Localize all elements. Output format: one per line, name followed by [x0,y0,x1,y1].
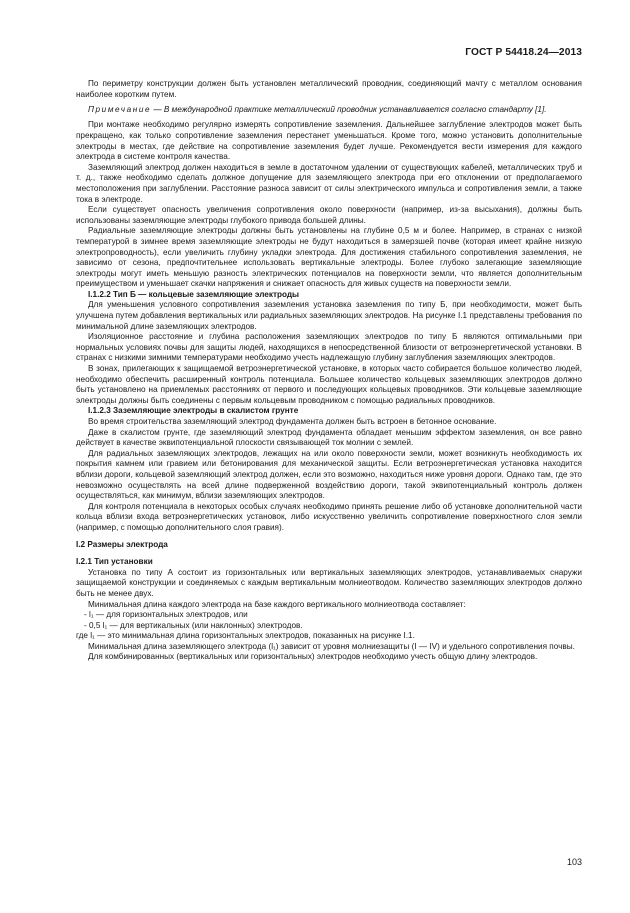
paragraph: Для комбинированных (вертикальных или горизонтальных) электродов необходимо учесть общую длину электродов. [88,652,538,662]
paragraph: Минимальная длина каждого электрода на базе каждого вертикального молниеотвода составляет: [88,599,466,609]
paragraph: В зонах, прилегающих к защищаемой ветроэнергетической установке, в которых часто собирается большое количество людей, необходимо обеспечить расширенный контроль потенциала. Большее количество кольцевых заземляющих электродов должно быть установлено на приемлемых расстояниях от первого и последующих кольцевых проводников. Эти кольцевые заземляющие электроды должны быть соединены с первым кольцевым проводником с помощью радиальных проводников. [76,364,582,405]
list-item: - l₁ — для горизонтальных электродов, или [84,610,248,620]
paragraph: Для радиальных заземляющих электродов, лежащих на или около поверхности земли, может возникнуть необходимость их покрытия камнем или гравием или бетонирования для механической защиты. Если ветроэнергетическая установка находится вблизи дороги, кольцевой заземляющий электрод должен, если это возможно, находиться ниже уровня дороги. Однако там, где это невозможно осуществлять на всей длине подверженной воздействию дороги, такой эквипотенциальный контроль должен осуществляться, как минимум, вблизи заземляющих электродов. [76,448,582,501]
paragraph: где l₁ — это минимальная длина горизонтальных электродов, показанных на рисунке I.1. [76,631,415,641]
paragraph: Во время строительства заземляющий электрод фундамента должен быть встроен в бетонное основание. [88,417,497,426]
standard-header: ГОСТ Р 54418.24—2013 [465,47,582,58]
page-number: 103 [566,857,582,867]
paragraph: Заземляющий электрод должен находиться в земле в достаточном удалении от существующих кабелей, металлических труб и т. д., также необходимо сделать должное допущение для заземляющего электрода при его отклонении от предполагаемого местоположения при заглублении. Расстояние разноса зависит от силы электрического импульса и сопротивления земли, а также тока в электроде. [76,162,582,204]
paragraph: Минимальная длина заземляющего электрода (l₁) зависит от уровня молниезащиты (I — IV) и удельного сопротивления почвы. [88,641,575,651]
paragraph: Изоляционное расстояние и глубина расположения заземляющих электродов по типу Б являются оптимальными при нормальных условиях почвы для защиты людей, находящихся в непосредственной близости от ветроэнергетической установки. В странах с низкими зимними температурами необходимо учесть надлежащую глубину заглубления заземляющих электродов. [76,332,582,363]
note-label: Примечание [88,104,152,114]
paragraph: Установка по типу А состоит из горизонтальных или вертикальных заземляющих электродов, устанавливаемых снаружи защищаемой конструкции и соединяемых с каждым вертикальным молниеотводом. Количество заземляющих электродов должно быть не менее двух. [76,567,582,598]
section-heading: I.1.2.2 Тип Б — кольцевые заземляющие электроды [88,289,300,299]
section-heading: I.2.1 Тип установки [76,557,153,567]
paragraph: Если существует опасность увеличения сопротивления около поверхности (например, из-за высыхания), должны быть использованы заземляющие электроды глубокого привода большей длины. [76,205,582,225]
section-heading: I.2 Размеры электрода [76,540,168,550]
paragraph: Для контроля потенциала в некоторых особых случаях необходимо принять решение либо об установке дополнительной части кольца вблизи входа ветроэнергетических установок, либо искусственно увеличить сопротивление поверхностного слоя земли (например, с помощью дополнительного слоя гравия). [76,501,582,532]
paragraph: Даже в скалистом грунте, где заземляющий электрод фундамента обладает меньшим эффектом заземления, он все равно действует в качестве эквипотенциальной плоскости связывающей ток молнии с землей. [76,427,582,448]
note [76,105,582,116]
section-heading: I.1.2.3 Заземляющие электроды в скалистом грунте [88,406,299,416]
paragraph: Для уменьшения условного сопротивления заземления установка заземления по типу Б, при необходимости, может быть улучшена путем добавления вертикальных или радиальных заземляющих электродов. На рисунке I.1 представлены требования по минимальной длине заземляющих электродов. [76,300,582,331]
paragraph: Радиальные заземляющие электроды должны быть установлены на глубине 0,5 м и более. Например, в странах с низкой температурой в зимнее время заземляющие электроды не будут находиться в замерзшей почве (которая имеет крайне низкую электропроводность), если увеличить глубину укладки электрода. Для достижения стабильного сопротивления заземления, не зависимо от сезона, предпочтительнее использовать вертикальные электроды. Более глубоко залегающие заземляющие электроды могут иметь меньшую разность электрических потенциалов на поверхности земли, что является дополнительным преимуществом и уменьшает скачки напряжения и снижает опасность для живых существ на поверхности земли. [76,226,582,289]
paragraph: При монтаже необходимо регулярно измерять сопротивление заземления. Дальнейшее заглубление электродов может быть прекращено, как только сопротивление заземления перестанет уменьшаться. Кроме того, можно установить дополнительные электроды в местах, где действие на сопротивление заземления будет лучше. Рекомендуется вести измерения для каждого электрода в системе контроля качества. [76,120,582,162]
note-text: — В международной практике металлический проводник устанавливается согласно стандарту [1]. [151,104,547,114]
list-item: - 0,5 l₁ — для вертикальных (или наклонных) электродов. [84,620,303,630]
document-body [76,79,582,663]
paragraph: По периметру конструкции должен быть установлен металлический проводник, соединяющий мачту с металлом основания наиболее коротким путем. [76,79,582,99]
